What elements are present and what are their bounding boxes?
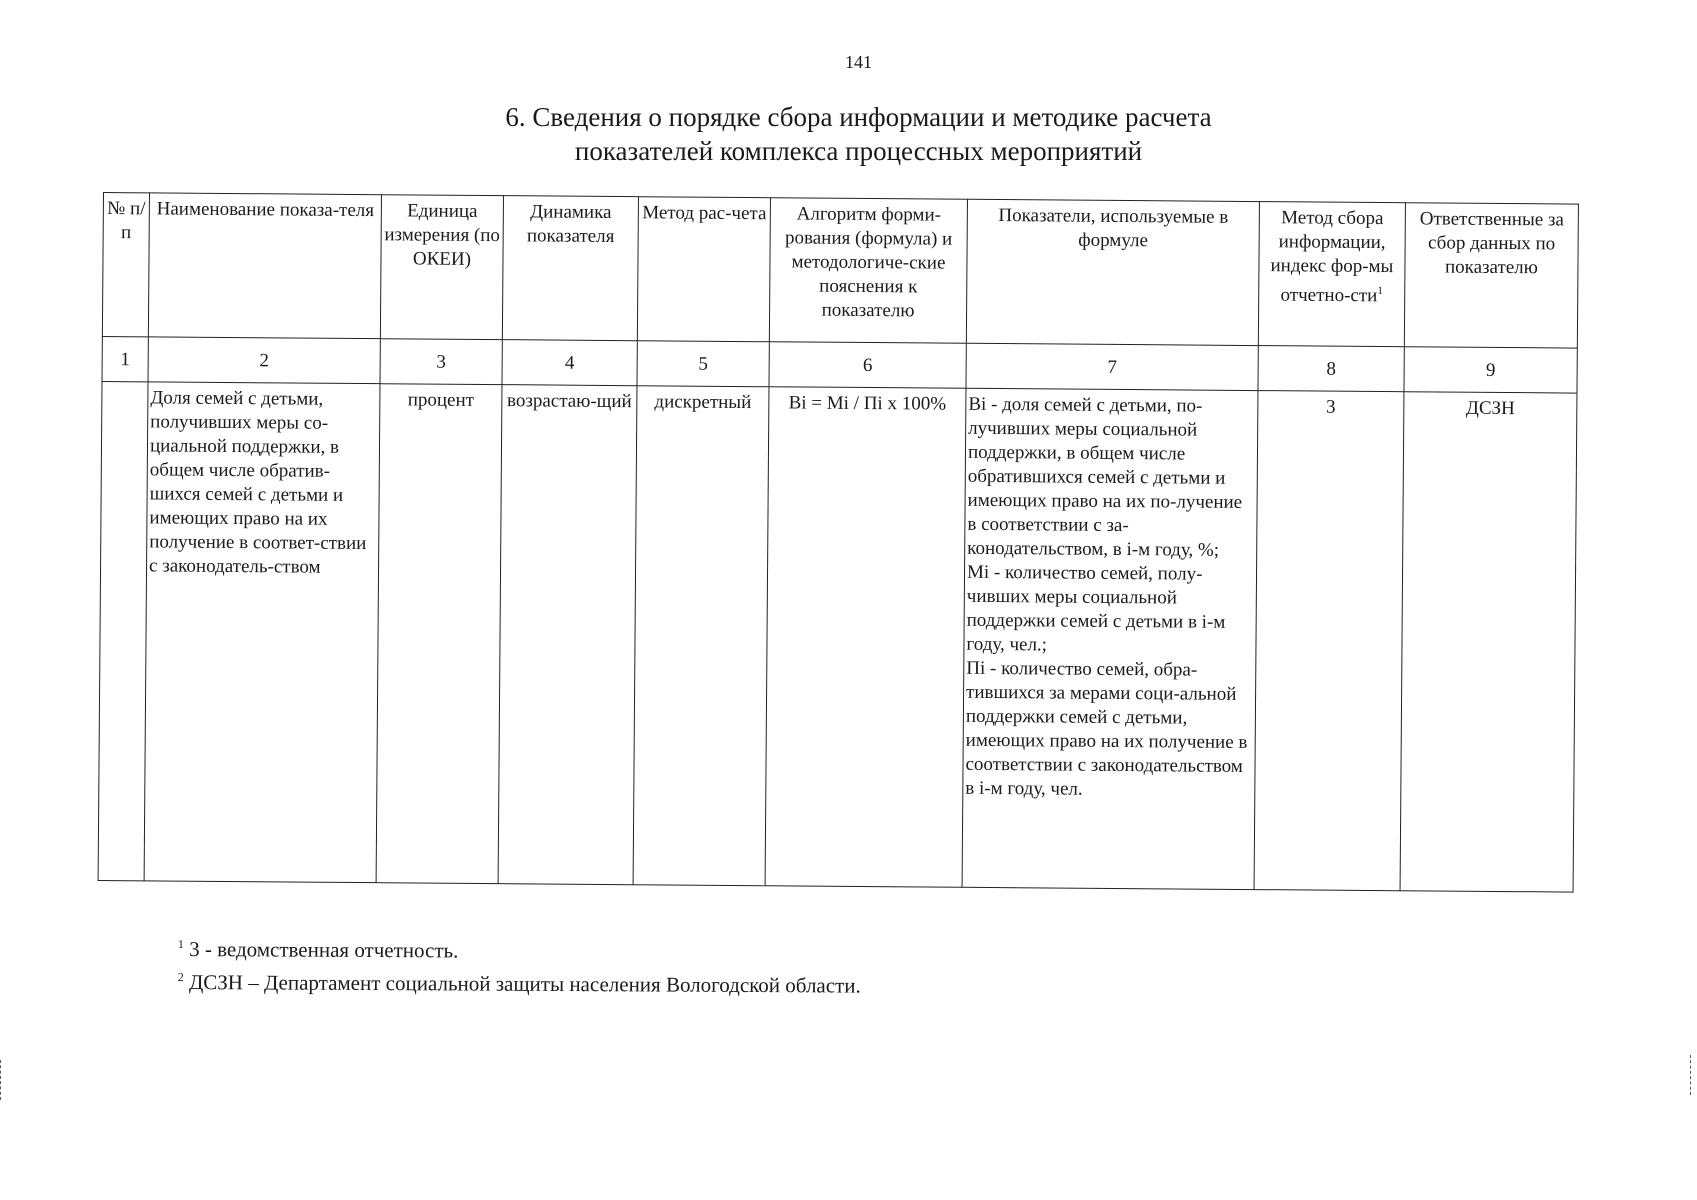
col-number: 6 xyxy=(769,342,966,389)
header-collection xyxy=(1258,202,1405,347)
page-number: 141 xyxy=(845,52,872,72)
indicator-table xyxy=(98,192,1578,893)
param-mi: Mi - количество семей, полу-чивших меры социальной поддержки семей с детьми в i-м году, чел.; xyxy=(966,561,1226,656)
table-header-row xyxy=(102,193,1578,349)
col-number: 2 xyxy=(148,337,380,384)
cell-responsible: ДСЗН xyxy=(1400,392,1577,892)
col-number: 8 xyxy=(1258,346,1404,392)
col-number: 3 xyxy=(380,339,502,385)
margin-mark xyxy=(0,1060,6,1100)
footnote-mark: 2 xyxy=(177,969,184,985)
col-number: 7 xyxy=(966,343,1258,390)
margin-mark xyxy=(1690,1055,1696,1095)
footnotes xyxy=(178,930,861,1000)
cell-unit: процент xyxy=(376,384,502,884)
cell-params xyxy=(962,388,1258,889)
header-dynamics: Динамика показателя xyxy=(502,196,638,341)
title-line-2: показателей комплекса процессных мероприятий xyxy=(574,136,1143,166)
param-bi: Bi - доля семей с детьми, по-лучивших меры социальной поддержки, в общем числе обратившихся семей с детьми и имеющих право на их по-лучение в соответствии с за-конодательством, в i-м году, %; xyxy=(967,393,1243,561)
footnote-2 xyxy=(178,963,861,1000)
param-pi: Пi - количество семей, обра-тившихся за мерами соци-альной поддержки семей с детьми, имеющих право на их получение в соответствии с законодательством в i-м году, чел. xyxy=(965,657,1248,800)
footnote-text: ДСЗН – Департамент социальной защиты населения Вологодской области. xyxy=(188,970,861,998)
page-title xyxy=(10,100,1697,168)
header-method: Метод рас-чета xyxy=(637,197,770,342)
footnote-ref-1: 1 xyxy=(1377,285,1383,298)
cell-name: Доля семей с детьми, получивших меры со-циальной поддержки, в общем числе обратив-шихся семей с детьми и имеющих право на их получение в соответ-ствии с законодатель-ством xyxy=(144,382,380,883)
footnote-text: 3 - ведомственная отчетность. xyxy=(189,937,459,963)
header-unit: Единица измерения (по ОКЕИ) xyxy=(380,195,503,340)
header-params: Показатели, используемые в формуле xyxy=(966,199,1259,345)
col-number: 4 xyxy=(502,340,637,386)
col-number: 5 xyxy=(637,341,769,387)
header-formula: Алгоритм форми-рования (формула) и методологиче-ские пояснения к показателю xyxy=(769,198,967,344)
cell-method: дискретный xyxy=(633,386,769,886)
header-name: Наименование показа-теля xyxy=(148,193,381,339)
header-responsible: Ответственные за сбор данных по показателю xyxy=(1404,203,1578,348)
cell-collection: 3 xyxy=(1254,391,1404,891)
footnote-mark: 1 xyxy=(177,936,184,952)
table-row xyxy=(98,381,1577,892)
cell-dynamics: возрастаю-щий xyxy=(498,385,637,885)
header-collection-text: Метод сбора информации, индекс фор-мы отчетно-сти xyxy=(1270,207,1394,307)
header-no: № п/п xyxy=(102,193,149,337)
title-line-1: 6. Сведения о порядке сбора информации и методике расчета xyxy=(505,102,1212,132)
footnote-1 xyxy=(178,930,861,967)
cell-no xyxy=(98,381,148,880)
cell-formula: Bi = Mi / Пi x 100% xyxy=(765,387,966,888)
col-number: 9 xyxy=(1404,347,1577,393)
col-number: 1 xyxy=(102,336,148,381)
